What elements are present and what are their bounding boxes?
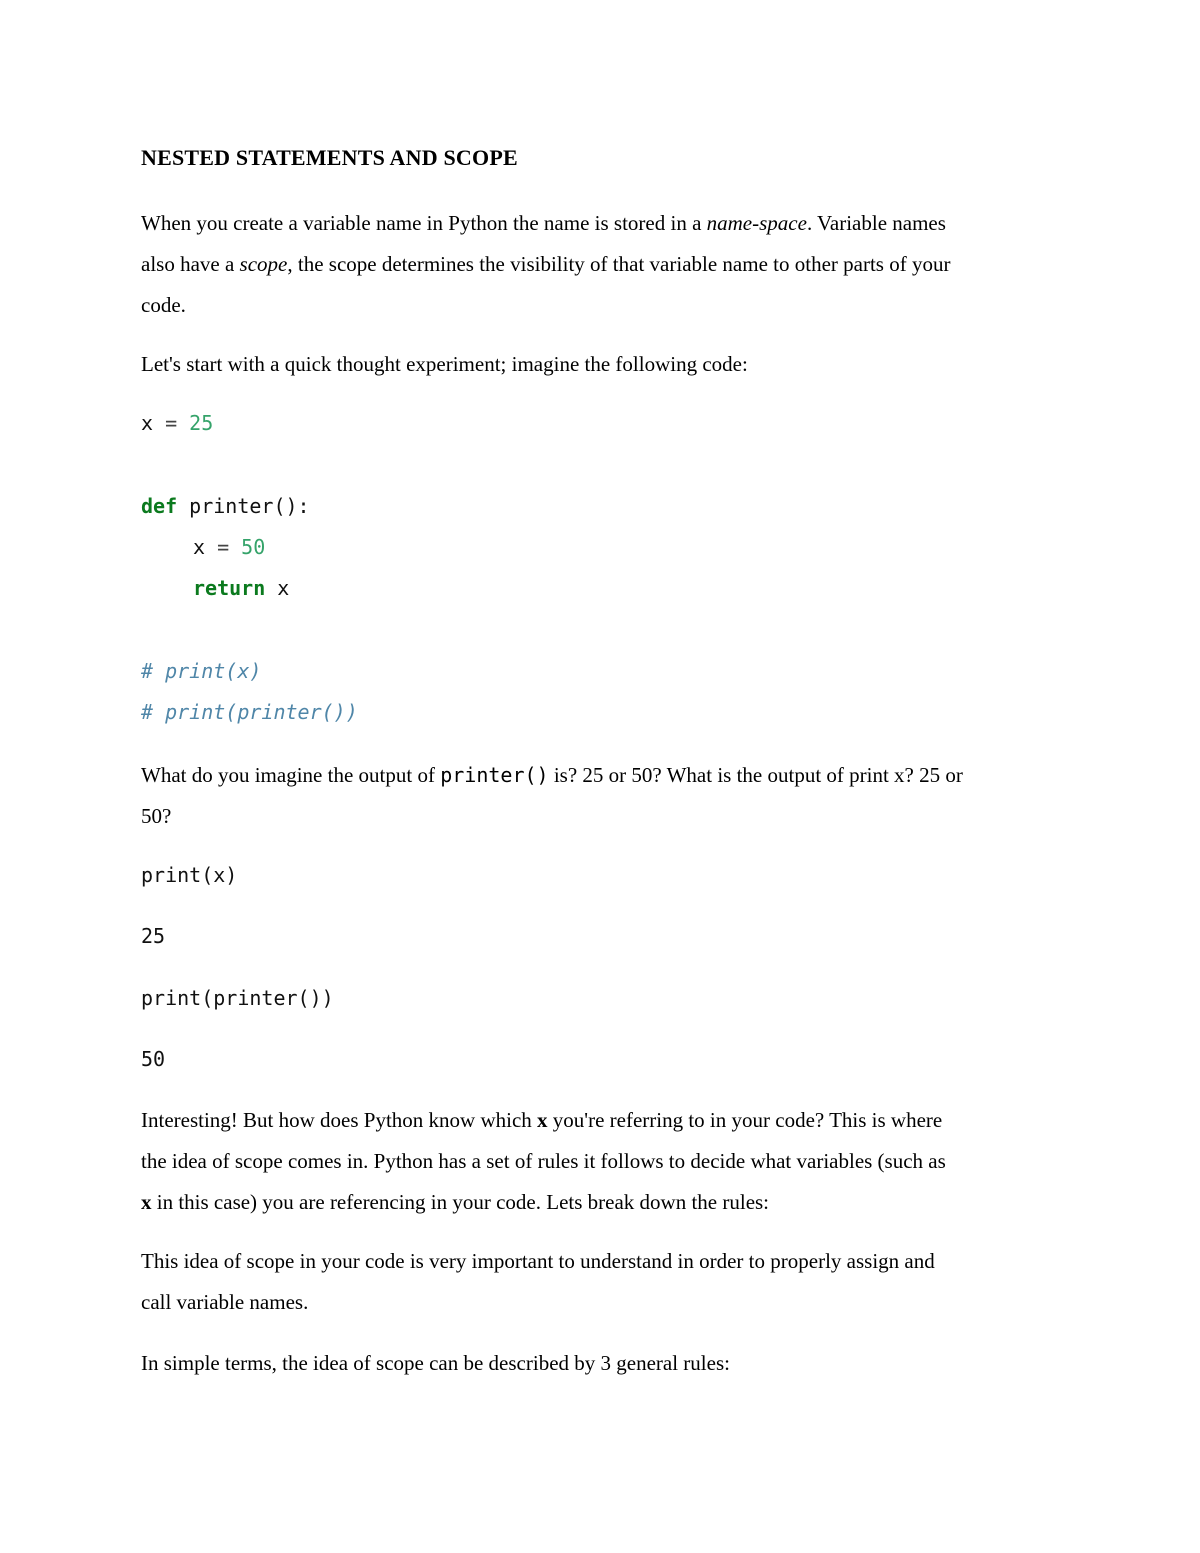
code-operator: = (153, 411, 190, 435)
code-variable: x (193, 535, 206, 559)
text-span: Interesting! But how does Python know which (141, 1108, 538, 1132)
code-number: 25 (189, 411, 214, 435)
question-paragraph-line-2: 50? (141, 804, 172, 828)
page-title: NESTED STATEMENTS AND SCOPE (141, 145, 518, 170)
bold-x: x (141, 1190, 152, 1214)
code-operator: = (205, 535, 242, 559)
code-return-value: x (265, 576, 290, 600)
text-span: you're referring to in your code? This is where (547, 1108, 943, 1132)
thought-experiment-paragraph: Let's start with a quick thought experiment; imagine the following code: (141, 352, 748, 376)
text-span: . Variable names (806, 211, 946, 235)
scope-explanation-line-2: the idea of scope comes in. Python has a set of rules it follows to decide what variables (such as (141, 1149, 946, 1173)
scope-explanation-line-1 (141, 1107, 942, 1133)
output-50: 50 (141, 1047, 166, 1071)
intro-paragraph-line-1 (141, 210, 946, 236)
bold-x: x (537, 1108, 548, 1132)
code-comment-print-x: # print(x) (141, 659, 262, 683)
code-variable: x (141, 411, 154, 435)
inline-code-printer: printer() (440, 763, 549, 787)
code-keyword: def (141, 494, 178, 518)
text-span: in this case) you are referencing in your code. Lets break down the rules: (151, 1190, 770, 1214)
emphasis-name-space: name-space (706, 211, 807, 235)
output-25: 25 (141, 924, 166, 948)
code-line-def (141, 493, 310, 519)
importance-paragraph-line-2: call variable names. (141, 1290, 309, 1314)
emphasis-scope: scope (239, 252, 288, 276)
code-print-x: print(x) (141, 863, 238, 887)
text-span: When you create a variable name in Python the name is stored in a (141, 211, 707, 235)
rules-intro-paragraph: In simple terms, the idea of scope can be described by 3 general rules: (141, 1351, 730, 1375)
text-span: is? 25 or 50? What is the output of print x? 25 or (548, 763, 963, 787)
text-span: also have a (141, 252, 240, 276)
intro-paragraph-line-2 (141, 251, 950, 277)
scope-explanation-line-3 (141, 1189, 769, 1215)
code-keyword: return (193, 576, 266, 600)
intro-paragraph-line-3: code. (141, 293, 186, 317)
code-function-signature: printer(): (177, 494, 310, 518)
code-line-assign-50 (193, 534, 265, 560)
code-print-printer: print(printer()) (141, 986, 334, 1010)
code-comment-print-printer: # print(printer()) (141, 700, 358, 724)
code-number: 50 (241, 535, 266, 559)
question-paragraph-line-1 (141, 762, 963, 788)
code-line-assign-25 (141, 410, 213, 436)
code-line-return (193, 575, 289, 601)
text-span: What do you imagine the output of (141, 763, 441, 787)
importance-paragraph-line-1: This idea of scope in your code is very important to understand in order to properly assign and (141, 1249, 935, 1273)
text-span: , the scope determines the visibility of that variable name to other parts of your (287, 252, 951, 276)
